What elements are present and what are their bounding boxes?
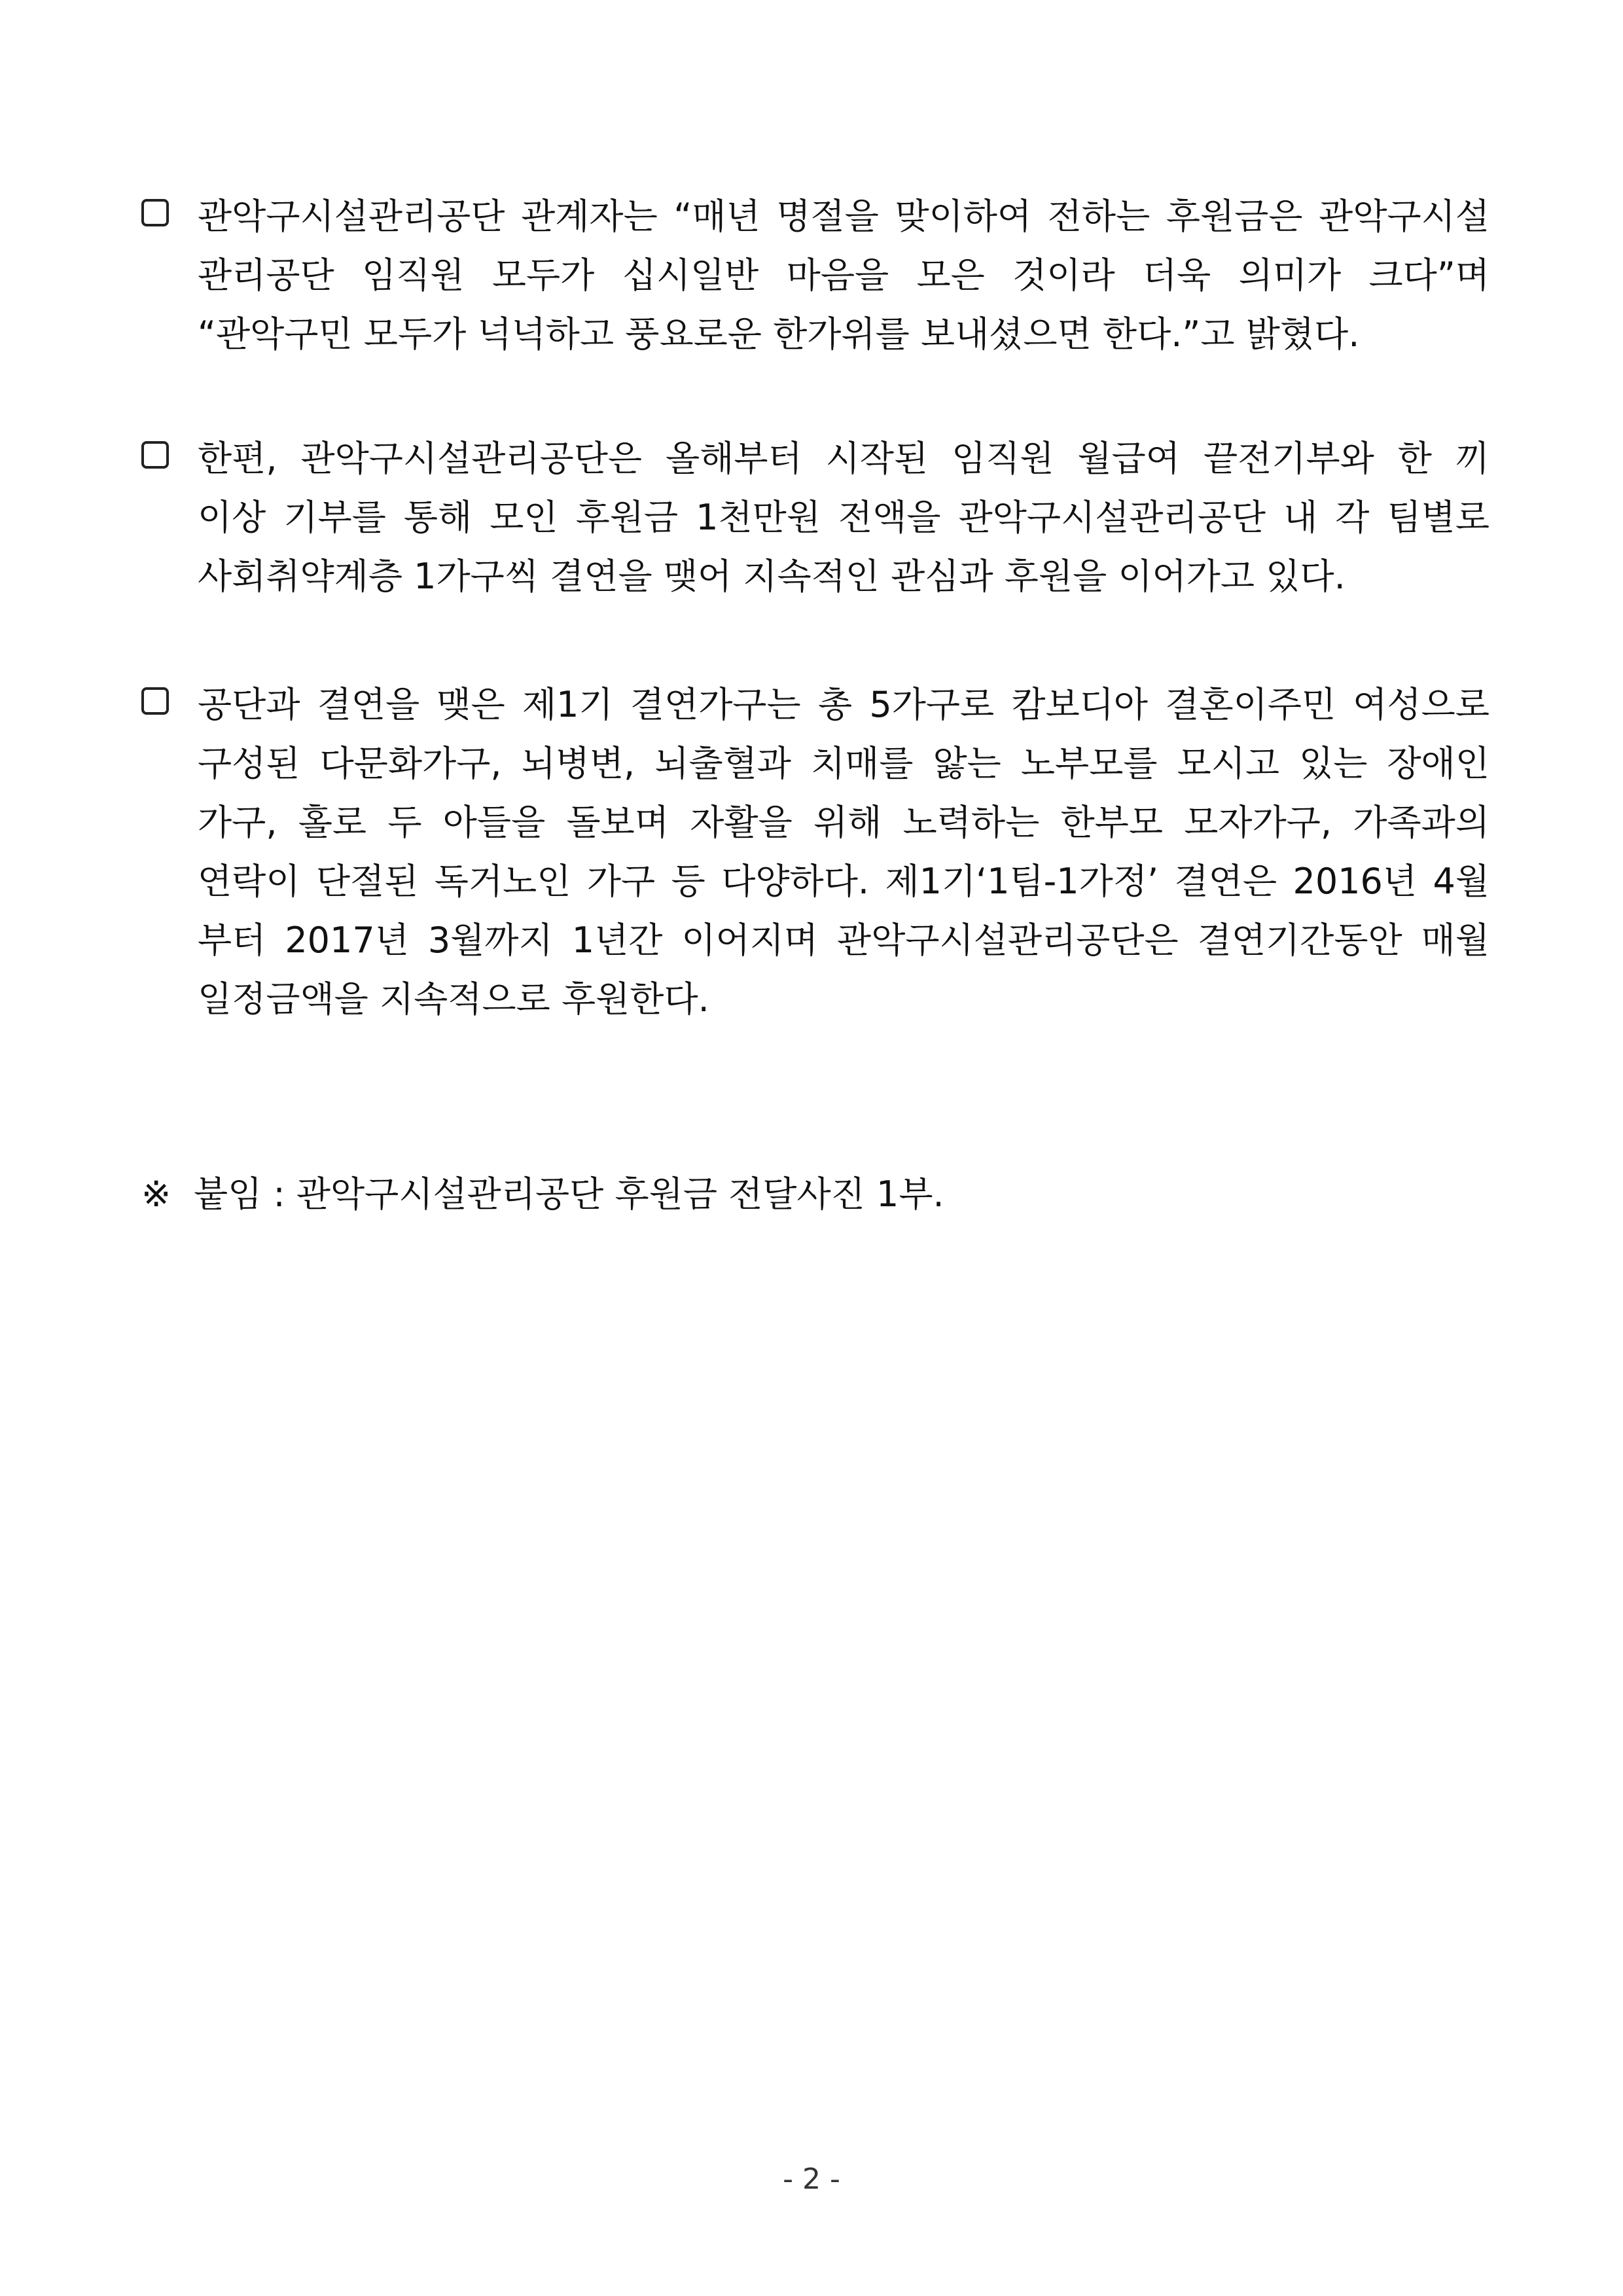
paragraph-line: 관리공단 임직원 모두가 십시일반 마음을 모은 것이라 더욱 의미가 크다”며: [198, 255, 1489, 296]
paragraph-1: [141, 187, 1489, 364]
attachment-note: [141, 1165, 1489, 1224]
checkbox-bullet-icon: [141, 441, 169, 469]
checkbox-bullet-icon: [141, 687, 169, 715]
paragraph-line: 부터 2017년 3월까지 1년간 이어지며 관악구시설관리공단은 결연기간동안 매월: [198, 920, 1489, 961]
paragraph-line: 연락이 단절된 독거노인 가구 등 다양하다. 제1기‘1팀-1가정’ 결연은 2016년 4월: [198, 861, 1489, 902]
reference-mark-icon: ※: [141, 1174, 171, 1215]
paragraph-line: 구성된 다문화가구, 뇌병변, 뇌출혈과 치매를 앓는 노부모를 모시고 있는 장애인: [198, 743, 1489, 784]
paragraph-2: [141, 429, 1489, 606]
paragraph-line: 관악구시설관리공단 관계자는 “매년 명절을 맞이하여 전하는 후원금은 관악구시설: [198, 196, 1489, 237]
paragraph-line: 사회취약계층 1가구씩 결연을 맺어 지속적인 관심과 후원을 이어가고 있다.: [198, 556, 1346, 597]
paragraph-line: 공단과 결연을 맺은 제1기 결연가구는 총 5가구로 캄보디아 결혼이주민 여성으로: [198, 684, 1489, 725]
paragraph-line: 일정금액을 지속적으로 후원한다.: [198, 978, 709, 1020]
paragraph-line: 한편, 관악구시설관리공단은 올해부터 시작된 임직원 월급여 끝전기부와 한 끼: [198, 438, 1489, 479]
paragraph-line: 이상 기부를 통해 모인 후원금 1천만원 전액을 관악구시설관리공단 내 각 팀별로: [198, 497, 1489, 538]
paragraph-line: “관악구민 모두가 넉넉하고 풍요로운 한가위를 보내셨으면 한다.”고 밝혔다.: [198, 314, 1360, 355]
attachment-text: 붙임 : 관악구시설관리공단 후원금 전달사진 1부.: [194, 1174, 944, 1215]
page-number: - 2 -: [783, 2162, 840, 2196]
checkbox-bullet-icon: [141, 199, 169, 226]
paragraph-line: 가구, 홀로 두 아들을 돌보며 자활을 위해 노력하는 한부모 모자가구, 가족과의: [198, 802, 1489, 843]
paragraph-3: [141, 675, 1489, 1029]
